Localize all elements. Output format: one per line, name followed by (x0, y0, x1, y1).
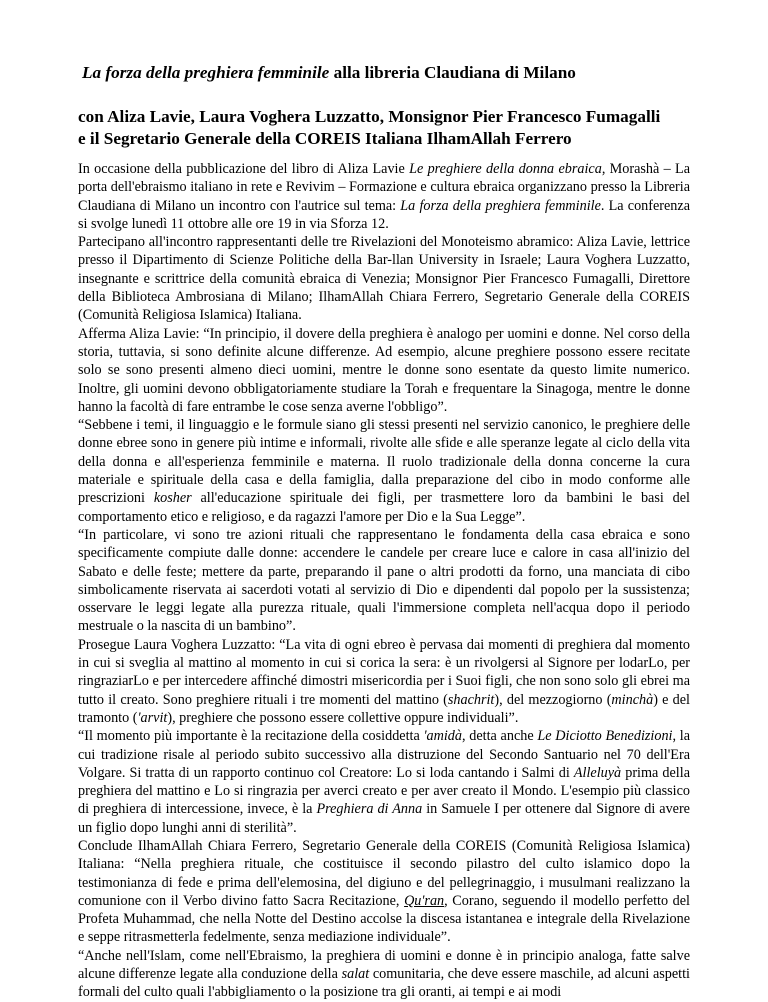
paragraph (78, 837, 690, 947)
text-run: comunitaria, che deve essere maschile, ad alcuni aspetti formali del culto quali l'abbigliamento o la posizione tra gli oranti, ai tempi e ai modi (78, 966, 690, 1001)
paragraph (78, 636, 690, 727)
italic-text: Alleluyà (573, 764, 622, 781)
text-run: Conclude IlhamAllah Chiara Ferrero, Segretario Generale della COREIS (Comunità Religiosa Islamica) Italiana: “Nella preghiera rituale, che costituisce il secondo pilastro del culto islamico dopo la testimonianza di fede e prima dell'elemosina, del digiuno e del pellegrinaggio, i musulmani realizzano la comunione con il Verbo divino fatto Sacra Recitazione, (78, 837, 690, 909)
paragraph (78, 416, 690, 526)
title-venue: alla libreria Claudiana di Milano (329, 63, 576, 82)
subtitle-line: con Aliza Lavie, Laura Voghera Luzzatto, Monsignor Pier Francesco Fumagalli (78, 107, 661, 126)
text-run: Partecipano all'incontro rappresentanti delle tre Rivelazioni del Monoteismo abramico: Aliza Lavie, lettrice presso il Dipartimento di Scienze Politiche della Bar-llan University in Israele; Laura Voghera Luzzatto, insegnante e scrittrice della comunità ebraica di Venezia; Monsignor Pier Francesco Fumagalli, Direttore della Biblioteca Ambrosiana di Milano; IlhamAllah Chiara Ferrero, Segretario Generale della COREIS (Comunità Religiosa Islamica) Italiana. (78, 234, 690, 324)
text-run: , Corano, seguendo il modello perfetto del Profeta Muhammad, che nella Notte del Destino accolse la discesa istantanea e integrale della Rivelazione e seppe ritrasmetterla fedelmente, senza mediazione individuale”. (78, 892, 690, 946)
paragraph (78, 727, 690, 837)
article-body (78, 160, 690, 1002)
italic-text: Preghiera di Anna (316, 801, 423, 818)
text-run: ), preghiere che possono essere collettive oppure individuali”. (167, 709, 519, 726)
title-book-name: La forza della preghiera femminile (82, 63, 330, 82)
italic-text: minchà (611, 691, 654, 708)
text-run: in Samuele I per ottenere dal Signore di avere un figlio dopo lunghi anni di sterilità”. (78, 801, 690, 836)
paragraph (78, 526, 690, 636)
subtitle-line: e il Segretario Generale della COREIS Italiana IlhamAllah Ferrero (78, 129, 572, 148)
italic-text: La forza della preghiera femminile (400, 197, 601, 214)
text-run: , la cui tradizione risale al periodo subito successivo alla distruzione del Secondo Santuario nel 70 dell'Era Volgare. Si tratta di un rapporto continuo col Creatore: Lo si loda cantando i Salmi di (78, 728, 690, 781)
paragraph (78, 160, 690, 233)
text-run: “Sebbene i temi, il linguaggio e le formule siano gli stessi presenti nel servizio canonico, le preghiere delle donne ebree sono in genere più intime e informali, rivolte alle sfide e alle speranze legate al ciclo della vita della donna e all'esperienza femminile e materna. Il ruolo tradizionale della donna concerne la cura materiale e spirituale della casa e della famiglia, dalla preparazione del cibo in modo conforme alle prescrizioni (78, 417, 690, 507)
text-run: . La conferenza si svolge lunedì 11 ottobre alle ore 19 in via Sforza 12. (78, 197, 690, 232)
paragraph (78, 233, 690, 324)
italic-text: Le Diciotto Benedizioni (537, 728, 673, 745)
text-run: Afferma Aliza Lavie: “In principio, il dovere della preghiera è analogo per uomini e donne. Nel corso della storia, tuttavia, si sono definite alcune differenze. Ad esempio, alcune preghiere possono essere recitate solo se sono presenti almeno dieci uomini, mentre le donne sono esentate da questo limite numerico. Inoltre, gli uomini devono obbligatoriamente studiare la Torah e frequentare la Sinagoga, mentre le donne hanno la facoltà di fare entrambe le cose senza averne l'obbligo”. (78, 325, 690, 415)
italic-text: Le preghiere della donna ebraica (409, 161, 602, 177)
text-run: all'educazione spirituale dei figli, per trasmettere loro da bambini le basi del comportamento etico e religioso, e da ragazzi l'amore per Dio e la Sua Legge”. (78, 490, 690, 525)
italic-text: 'arvit (137, 709, 168, 726)
text-run: “Anche nell'Islam, come nell'Ebraismo, la preghiera di uomini e donne è in principio analoga, fatte salve alcune differenze legate alla conduzione della (78, 947, 690, 983)
italic-text: shachrit (447, 691, 495, 708)
paragraph (78, 947, 690, 1002)
italic-text: kosher (153, 490, 192, 507)
text-run: “In particolare, vi sono tre azioni rituali che rappresentano le fondamenta della casa ebraica e sono specificamente compiute dalle donne: accendere le candele per creare luce e calore in casa all'inizio del Sabato e delle feste; mettere da parte, preparando il pane o altri prodotti da forno, una manciata di cibo simbolicamente riservata ai sacerdoti votati al servizio di Dio e dipendenti dal popolo per la sussistenza; osservare le leggi legate alla purezza rituale, quali l'immersione completa nell'acqua dopo il periodo mestruale o la nascita di un bambino”. (78, 526, 690, 635)
italic-text: salat (341, 966, 370, 983)
text-run: In occasione della pubblicazione del libro di Aliza Lavie (78, 161, 410, 177)
article-subtitle (78, 106, 768, 150)
paragraph (78, 325, 690, 416)
text-run: Prosegue Laura Voghera Luzzatto: “La vita di ogni ebreo è pervasa dai momenti di preghiera dal momento in cui si sveglia al mattino al momento in cui si corica la sera: è un rivolgersi al Signore per lodarLo, per ringraziarLo e per intercedere affinché dimostri misericordia per i Suoi figli, che non sono solo gli ebrei ma tutto il creato. Sono preghiere rituali i tre momenti del mattino ( (78, 636, 690, 708)
text-run: , Morashà – La porta dell'ebraismo italiano in rete e Revivim – Formazione e cultura ebraica organizzano presso la Libreria Claudiana di Milano un incontro con l'autrice sul tema: (78, 161, 690, 214)
italic-text: Qu'ran (404, 892, 445, 909)
text-run: , detta anche (462, 728, 538, 745)
text-run: ), del mezzogiorno ( (494, 691, 612, 708)
article-title (82, 62, 762, 84)
italic-text: 'amidà (423, 728, 462, 745)
text-run: “Il momento più importante è la recitazione della cosiddetta (78, 728, 424, 745)
text-run: ) e del tramonto ( (78, 691, 690, 726)
text-run: prima della preghiera del mattino e Lo si ringrazia per averci creato e per aver creato il Mondo. L'esempio più classico di preghiera di intercessione, invece, è la (78, 764, 690, 818)
